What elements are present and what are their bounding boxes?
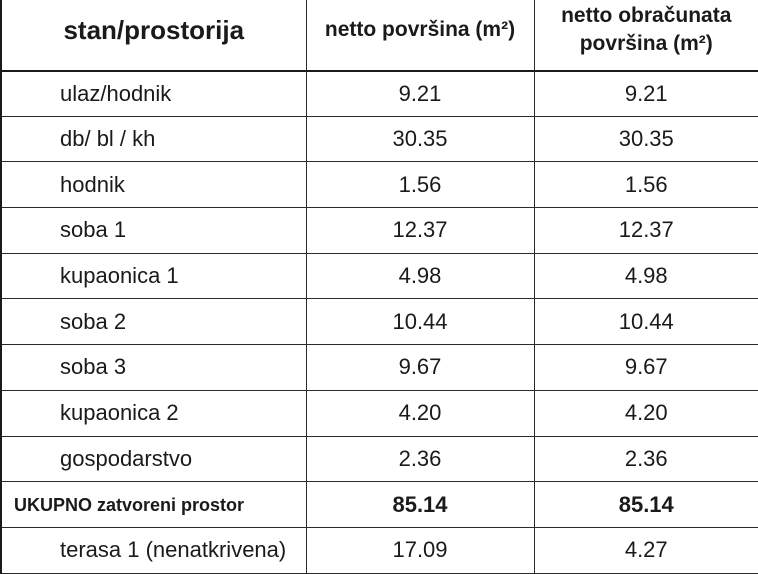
net-calc-area-cell: 30.35: [534, 116, 758, 162]
column-header-net-area: netto površina (m²): [306, 0, 534, 71]
net-area-cell: 2.36: [306, 436, 534, 482]
total-row: [1, 482, 758, 528]
net-area-cell: 17.09: [306, 527, 534, 573]
table-row: [1, 436, 758, 482]
room-name-cell: hodnik: [1, 162, 306, 208]
room-name-cell: kupaonica 2: [1, 390, 306, 436]
table-row: [1, 345, 758, 391]
net-area-cell: 30.35: [306, 116, 534, 162]
net-area-cell: 12.37: [306, 208, 534, 254]
net-calc-area-cell: 9.67: [534, 345, 758, 391]
net-calc-area-cell: 4.27: [534, 527, 758, 573]
net-calc-area-cell: 12.37: [534, 208, 758, 254]
net-area-cell: 1.56: [306, 162, 534, 208]
total-label-cell: UKUPNO zatvoreni prostor: [1, 482, 306, 528]
total-net-calc-area-cell: 85.14: [534, 482, 758, 528]
room-name-cell: db/ bl / kh: [1, 116, 306, 162]
table-row: [1, 162, 758, 208]
net-calc-area-cell: 4.98: [534, 253, 758, 299]
table-row: [1, 253, 758, 299]
column-header-net-calc-area-line2: površina (m²): [579, 32, 713, 56]
net-calc-area-cell: 2.36: [534, 436, 758, 482]
column-header-net-calc-area-line1: netto obračunata: [561, 3, 732, 27]
net-area-cell: 9.67: [306, 345, 534, 391]
table-header-row: [1, 0, 758, 71]
room-name-cell: soba 1: [1, 208, 306, 254]
room-name-cell: soba 2: [1, 299, 306, 345]
column-header-room: stan/prostorija: [1, 0, 306, 71]
room-name-cell: terasa 1 (nenatkrivena): [1, 527, 306, 573]
total-net-area-cell: 85.14: [306, 482, 534, 528]
room-name-cell: gospodarstvo: [1, 436, 306, 482]
room-name-cell: kupaonica 1: [1, 253, 306, 299]
net-calc-area-cell: 9.21: [534, 71, 758, 117]
net-calc-area-cell: 10.44: [534, 299, 758, 345]
net-calc-area-cell: 4.20: [534, 390, 758, 436]
table-row: [1, 116, 758, 162]
column-header-net-calc-area: [534, 0, 758, 71]
net-area-cell: 4.98: [306, 253, 534, 299]
room-name-cell: soba 3: [1, 345, 306, 391]
table-row: [1, 527, 758, 573]
net-area-cell: 9.21: [306, 71, 534, 117]
net-area-cell: 4.20: [306, 390, 534, 436]
table-row: [1, 71, 758, 117]
table-row: [1, 299, 758, 345]
table-row: [1, 208, 758, 254]
net-calc-area-cell: 1.56: [534, 162, 758, 208]
net-area-cell: 10.44: [306, 299, 534, 345]
room-name-cell: ulaz/hodnik: [1, 71, 306, 117]
table-row: [1, 390, 758, 436]
